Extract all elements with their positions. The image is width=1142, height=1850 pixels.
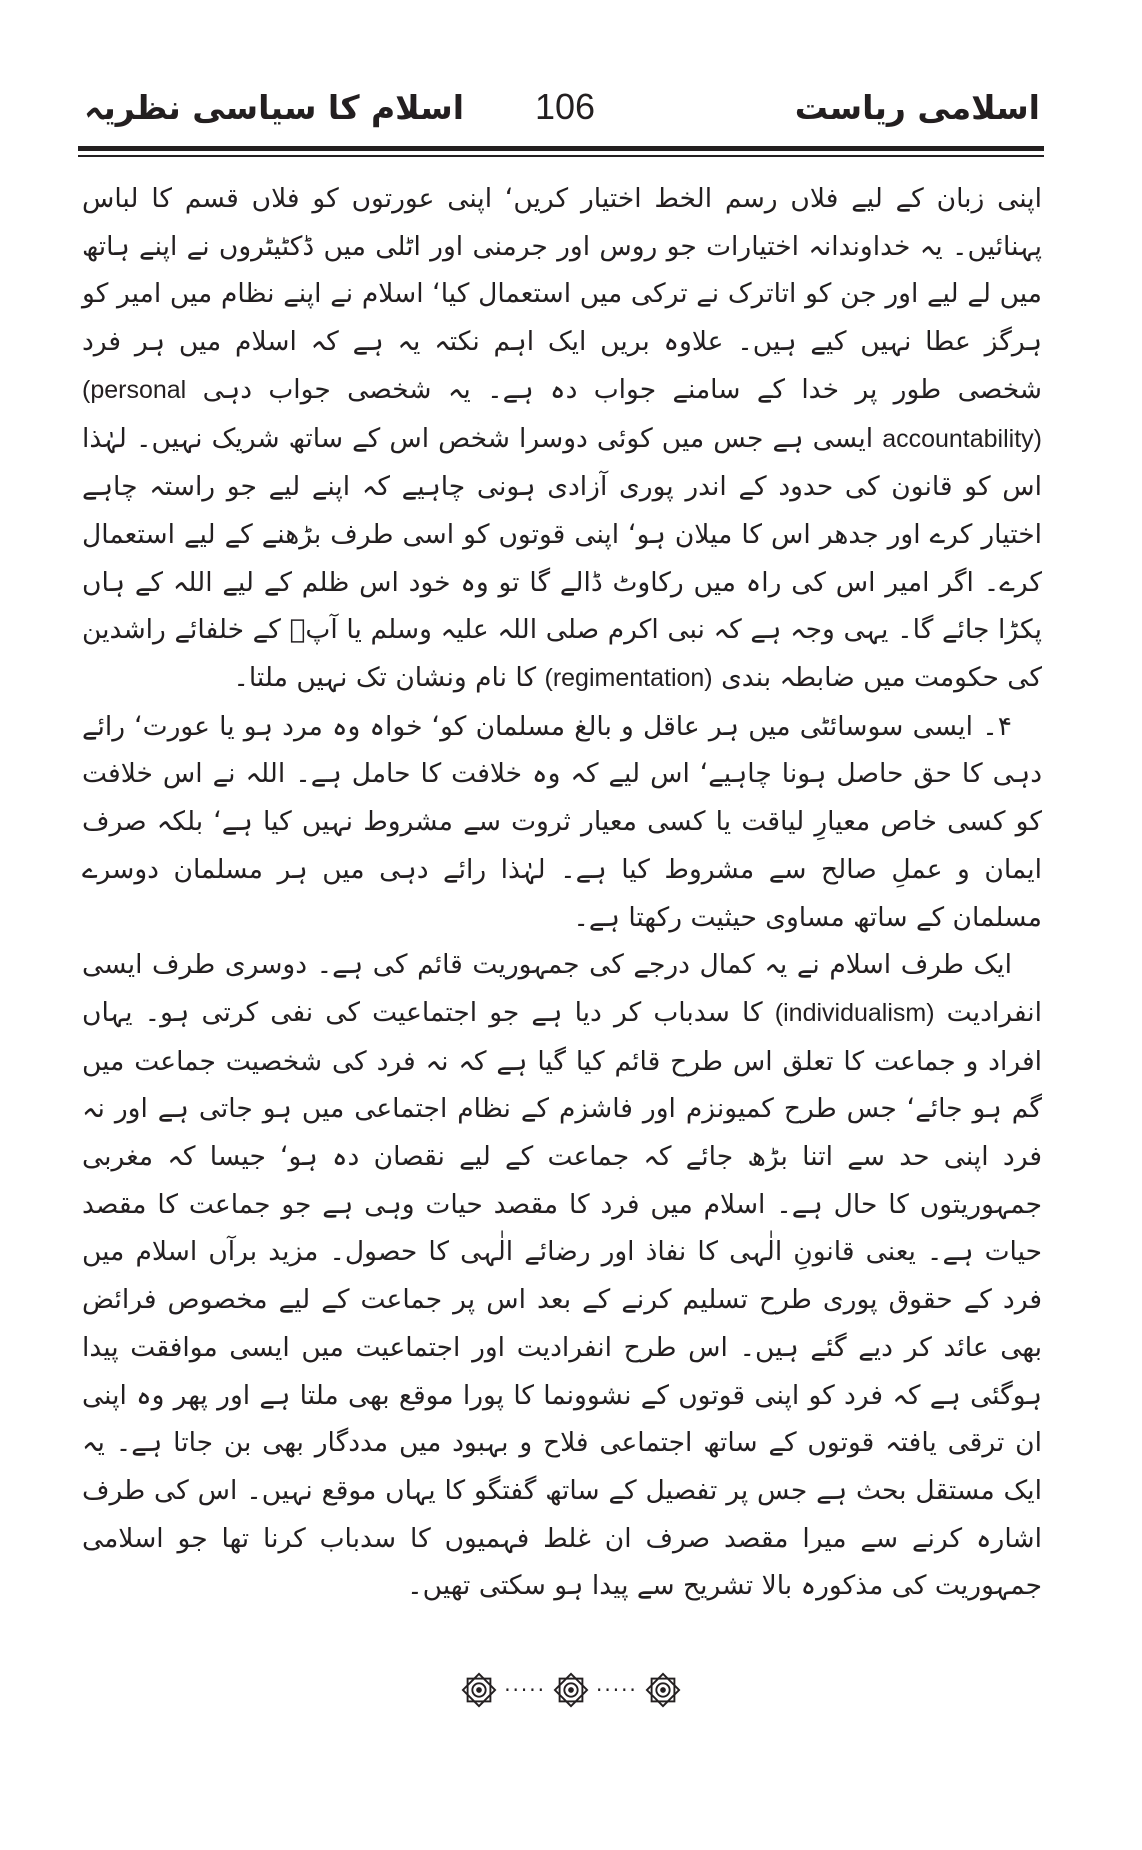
chapter-title: اسلام کا سیاسی نظریہ [84, 88, 464, 127]
ornament-dots: ····· [596, 1678, 638, 1702]
header-rule-thick [78, 146, 1044, 151]
english-term: (personal accountability) [82, 375, 1042, 453]
paragraph-3 [82, 941, 1042, 1610]
rosette-icon [460, 1671, 498, 1709]
ornament-dots: ····· [504, 1678, 546, 1702]
body-text [82, 175, 1042, 1610]
english-term: (regimentation) [544, 664, 713, 693]
page-number: 106 [534, 86, 596, 127]
paragraph-text: اپنی زبان کے لیے فلاں رسم الخط اختیار کریں‘ اپنی عورتوں کو فلاں قسم کا لباس پہنائیں۔ یہ خداوندانہ اختیارات جو روس اور جرمنی اور اٹلی میں ڈکٹیٹروں نے اپنے ہاتھ میں لے لیے اور جن کو اتاترک نے ترکی میں استعمال کیا‘ اسلام نے اپنے نظام میں امیر کو ہرگز عطا نہیں کیے ہیں۔ علاوہ بریں ایک اہم نکتہ یہ ہے کہ اسلام میں ہر فرد شخصی طور پر خدا کے سامنے جواب دہ ہے۔ یہ شخصی جواب دہی [82, 183, 1042, 405]
paragraph-text: کا نام ونشان تک نہیں ملتا۔ [233, 662, 545, 694]
paragraph-1 [82, 175, 1042, 703]
paragraph-text: ۴۔ ایسی سوسائٹی میں ہر عاقل و بالغ مسلمان کو‘ خواہ وہ مرد ہو یا عورت‘ رائے دہی کا حق حاصل ہونا چاہیے‘ اس لیے کہ وہ خلافت کا حامل ہے۔ اللہ نے اس خلافت کو کسی خاص معیارِ لیاقت یا کسی معیار ثروت سے مشروط نہیں کیا ہے‘ بلکہ صرف ایمان و عملِ صالح سے مشروط کیا ہے۔ لہٰذا رائے دہی میں ہر مسلمان دوسرے مسلمان کے ساتھ مساوی حیثیت رکھتا ہے۔ [82, 710, 1042, 933]
header-rule-thin [78, 155, 1044, 157]
english-term: (individualism) [774, 998, 935, 1027]
rosette-icon [552, 1671, 590, 1709]
running-head [60, 82, 1070, 142]
paragraph-text: کا سدباب کر دیا ہے جو اجتماعیت کی نفی کرتی ہو۔ یہاں افراد و جماعت کا تعلق اس طرح قائم کیا گیا ہے کہ نہ فرد کی شخصیت جماعت میں گم ہو جائے‘ جس طرح کمیونزم اور فاشزم کے نظام اجتماعی میں ہو جاتی ہے اور نہ فرد اپنی حد سے اتنا بڑھ جائے کہ جماعت کے لیے نقصان دہ ہو‘ جیسا کہ مغربی جمہوریتوں کا حال ہے۔ اسلام میں فرد کا مقصد حیات وہی ہے جو جماعت کا مقصد حیات ہے۔ یعنی قانونِ الٰہی کا نفاذ اور رضائے الٰہی کا حصول۔ مزید برآں اسلام میں فرد کے حقوق پوری طرح تسلیم کرنے کے بعد اس پر جماعت کے لیے مخصوص فرائض بھی عائد کر دیے گئے ہیں۔ اس طرح انفرادیت اور اجتماعیت میں ایسی موافقت پیدا ہوگئی ہے کہ فرد کو اپنی قوتوں کے نشوونما کا پورا موقع بھی ملتا ہے اور پھر وہ اپنی ان ترقی یافتہ قوتوں کے ساتھ اجتماعی فلاح و بہبود میں مددگار بھی بن جاتا ہے۔ یہ ایک مستقل بحث ہے جس پر تفصیل کے ساتھ گفتگو کا یہاں موقع نہیں۔ اس کی طرف اشارہ کرنے سے میرا مقصد صرف ان غلط فہمیوں کا سدباب کرنا تھا جو اسلامی جمہوریت کی مذکورہ بالا تشریح سے پیدا ہو سکتی تھیں۔ [82, 996, 1042, 1602]
section-ornament [0, 1668, 1142, 1712]
paragraph-text: ایک طرف اسلام نے یہ کمال درجے کی جمہوریت قائم کی ہے۔ دوسری طرف ایسی انفرادیت [82, 949, 1042, 1028]
paragraph-2 [82, 703, 1042, 942]
section-title: اسلامی ریاست [794, 88, 1040, 127]
rosette-icon [644, 1671, 682, 1709]
paragraph-text: ایسی ہے جس میں کوئی دوسرا شخص اس کے ساتھ شریک نہیں۔ لہٰذا اس کو قانون کی حدود کے اندر پوری آزادی ہونی چاہیے کہ اپنے لیے جو راستہ چاہے اختیار کرے اور جدھر اس کا میلان ہو‘ اپنی قوتوں کو اسی طرف بڑھنے کے لیے استعمال کرے۔ اگر امیر اس کی راہ میں رکاوٹ ڈالے گا تو وہ خود اس ظلم کے لیے اللہ کے ہاں پکڑا جائے گا۔ یہی وجہ ہے کہ نبی اکرم صلی اللہ علیہ وسلم یا آپؐ کے خلفائے راشدین کی حکومت میں ضابطہ بندی [82, 422, 1042, 694]
